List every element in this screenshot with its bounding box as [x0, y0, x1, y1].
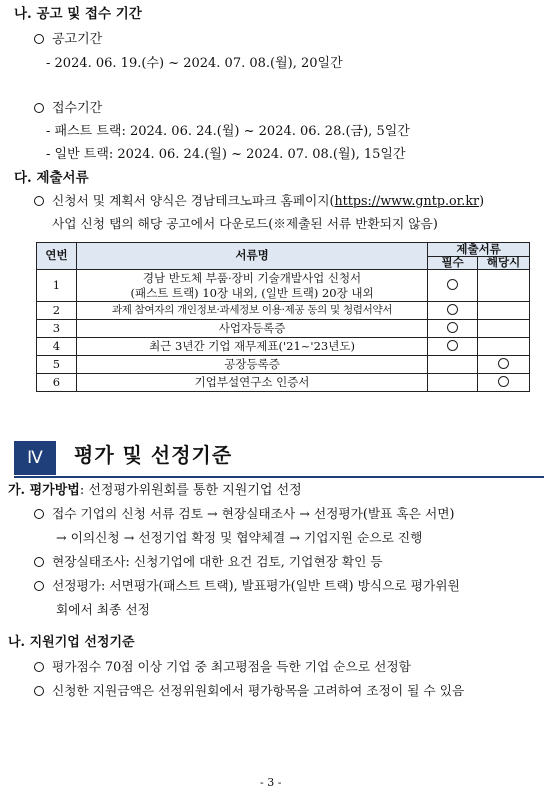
- homepage-link[interactable]: https://www.gntp.or.kr: [334, 193, 480, 208]
- section-heading-documents: 다. 제출서류: [14, 170, 89, 186]
- row-applicable: [478, 338, 530, 356]
- receipt-label: 접수기간: [34, 102, 102, 115]
- row-applicable: [478, 374, 530, 392]
- selection-criteria-heading: 나. 지원기업 선정기준: [8, 635, 135, 650]
- row-no: 1: [37, 270, 77, 302]
- row-doc-name: 경남 반도체 부품·장비 기술개발사업 신청서 (패스트 트랙) 10장 내외, (일반 트랙) 20장 내외: [76, 270, 427, 302]
- criteria-item-1: 평가점수 70점 이상 기업 중 최고평점을 득한 기업 순으로 선정함: [34, 661, 411, 674]
- table-row: [37, 302, 530, 320]
- row-applicable: [478, 356, 530, 374]
- row-no: 2: [37, 302, 77, 320]
- row-doc-name: 공장등록증: [76, 356, 427, 374]
- header-doc-name: 서류명: [76, 243, 427, 270]
- row-required: [428, 374, 478, 392]
- table-row: [37, 320, 530, 338]
- section-number-badge: Ⅳ: [14, 441, 56, 475]
- row-required: [428, 270, 478, 302]
- row-doc-name: 기업부설연구소 인증서: [76, 374, 427, 392]
- row-required: [428, 338, 478, 356]
- circle-bullet-icon: [34, 34, 44, 44]
- header-applicable: 해당시: [478, 257, 530, 270]
- table-row: [37, 356, 530, 374]
- table-row: [37, 270, 530, 302]
- row-required: [428, 356, 478, 374]
- check-circle-icon: [447, 304, 458, 315]
- receipt-fast-track: - 패스트 트랙: 2024. 06. 24.(월) ~ 2024. 06. 28.(금), 5일간: [46, 124, 410, 139]
- row-applicable: [478, 302, 530, 320]
- check-circle-icon: [447, 340, 458, 351]
- page-number: - 3 -: [260, 776, 282, 789]
- row-doc-name: 사업자등록증: [76, 320, 427, 338]
- row-applicable: [478, 320, 530, 338]
- table-row: [37, 338, 530, 356]
- row-no: 6: [37, 374, 77, 392]
- evaluation-item-2: 현장실태조사: 신청기업에 대한 요건 검토, 기업현장 확인 등: [34, 556, 383, 569]
- circle-bullet-icon: [34, 581, 44, 591]
- circle-bullet-icon: [34, 662, 44, 672]
- header-no: 연번: [37, 243, 77, 270]
- announce-label: 공고기간: [34, 33, 102, 46]
- row-doc-name: 최근 3년간 기업 재무제표('21~'23년도): [76, 338, 427, 356]
- header-required: 필수: [428, 257, 478, 270]
- announce-dates: - 2024. 06. 19.(수) ~ 2024. 07. 08.(월), 20일간: [46, 56, 343, 71]
- row-required: [428, 320, 478, 338]
- circle-bullet-icon: [34, 196, 44, 206]
- criteria-item-2: 신청한 지원금액은 선정위원회에서 평가항목을 고려하여 조정이 될 수 있음: [34, 685, 464, 698]
- evaluation-item-3b: 회에서 최종 선정: [56, 602, 150, 617]
- receipt-general-track: - 일반 트랙: 2024. 06. 24.(월) ~ 2024. 07. 08.(월), 15일간: [46, 147, 406, 162]
- circle-bullet-icon: [34, 103, 44, 113]
- documents-note-line1: 신청서 및 계획서 양식은 경남테크노파크 홈페이지(https://www.gntp.or.kr): [34, 195, 484, 208]
- row-required: [428, 302, 478, 320]
- section-title: 평가 및 선정기준: [74, 443, 233, 467]
- check-circle-icon: [498, 358, 509, 369]
- section-heading-period: 나. 공고 및 접수 기간: [14, 6, 142, 22]
- documents-table: [36, 242, 530, 392]
- evaluation-item-3a: 선정평가: 서면평가(패스트 트랙), 발표평가(일반 트랙) 방식으로 평가위원: [34, 580, 460, 593]
- evaluation-item-1b: → 이의신청 → 선정기업 확정 및 협약체결 → 기업지원 순으로 진행: [56, 530, 423, 545]
- section-divider: [14, 476, 544, 478]
- circle-bullet-icon: [34, 686, 44, 696]
- check-circle-icon: [447, 322, 458, 333]
- check-circle-icon: [447, 279, 458, 290]
- check-circle-icon: [498, 376, 509, 387]
- row-doc-name: 과제 참여자의 개인정보·과세정보 이용·제공 동의 및 청렴서약서: [76, 302, 427, 320]
- circle-bullet-icon: [34, 557, 44, 567]
- circle-bullet-icon: [34, 509, 44, 519]
- evaluation-method-heading: 가. 평가방법: 선정평가위원회를 통한 지원기업 선정: [8, 483, 302, 498]
- row-no: 3: [37, 320, 77, 338]
- evaluation-item-1a: 접수 기업의 신청 서류 검토 → 현장실태조사 → 선정평가(발표 혹은 서면): [34, 508, 454, 521]
- row-no: 4: [37, 338, 77, 356]
- documents-note-line2: 사업 신청 탭의 해당 공고에서 다운로드(※제출된 서류 반환되지 않음): [52, 216, 438, 231]
- header-submit: 제출서류: [428, 243, 530, 257]
- table-row: [37, 374, 530, 392]
- row-applicable: [478, 270, 530, 302]
- row-no: 5: [37, 356, 77, 374]
